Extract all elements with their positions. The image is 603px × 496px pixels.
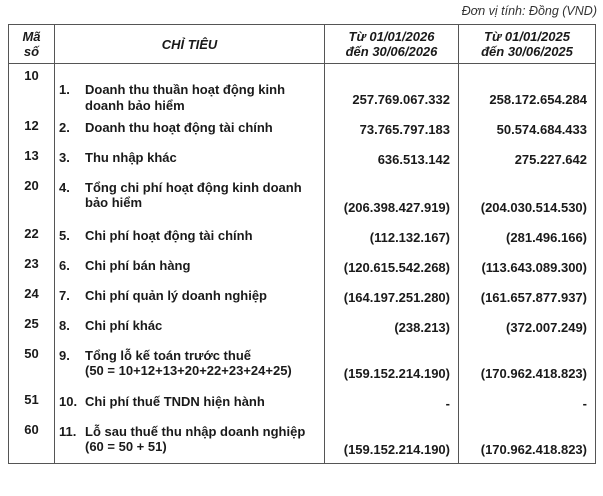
row-number: 6. <box>59 257 70 273</box>
row-value-previous: (113.643.089.300) <box>459 252 596 282</box>
row-label <box>85 258 318 274</box>
header-item: CHỈ TIÊU <box>55 25 325 64</box>
row-value-current: - <box>325 388 459 418</box>
row-code: 50 <box>9 342 55 388</box>
row-value-current: (206.398.427.919) <box>325 174 459 222</box>
row-value-current: 636.513.142 <box>325 144 459 174</box>
row-label <box>85 228 318 244</box>
row-code: 51 <box>9 388 55 418</box>
row-value-previous: 275.227.642 <box>459 144 596 174</box>
table-row <box>9 312 596 342</box>
table-row <box>9 64 596 114</box>
row-label-line: Lỗ sau thuế thu nhập doanh nghiệp <box>85 423 306 439</box>
row-label-line: Chi phí thuế TNDN hiện hành <box>85 393 265 409</box>
row-number: 4. <box>59 179 70 195</box>
header-code-line-2: số <box>23 44 40 59</box>
row-value-previous: (372.007.249) <box>459 312 596 342</box>
income-statement-table <box>8 24 596 464</box>
row-label <box>85 318 318 334</box>
header-period-previous <box>459 25 596 64</box>
row-description <box>55 388 325 418</box>
row-value-current: (164.197.251.280) <box>325 282 459 312</box>
row-label <box>85 288 318 304</box>
row-label-line: Chi phí quản lý doanh nghiệp <box>85 287 267 303</box>
header-code-line-1: Mã <box>22 29 41 44</box>
table-row <box>9 282 596 312</box>
row-label-line: (60 = 50 + 51) <box>85 439 167 454</box>
header-previous-line-2: đến 30/06/2025 <box>481 44 573 59</box>
row-number: 7. <box>59 287 70 303</box>
header-current-line-1: Từ 01/01/2026 <box>348 29 435 44</box>
row-value-previous: (161.657.877.937) <box>459 282 596 312</box>
row-description <box>55 174 325 222</box>
header-previous-line-1: Từ 01/01/2025 <box>484 29 570 44</box>
row-label <box>85 150 318 166</box>
row-label <box>85 82 318 113</box>
row-code: 25 <box>9 312 55 342</box>
row-value-previous: - <box>459 388 596 418</box>
row-value-previous: (170.962.418.823) <box>459 342 596 388</box>
row-code: 10 <box>9 64 55 114</box>
table-header-row <box>9 25 596 64</box>
row-value-previous: (281.496.166) <box>459 222 596 252</box>
row-label-line: Chi phí hoạt động tài chính <box>85 227 253 243</box>
row-value-previous: (170.962.418.823) <box>459 418 596 464</box>
row-value-previous: 258.172.654.284 <box>459 64 596 114</box>
row-label-line: doanh bảo hiểm <box>85 97 185 113</box>
row-description <box>55 64 325 114</box>
row-label-line: Tổng chi phí hoạt động kinh doanh <box>85 179 302 195</box>
row-number: 11. <box>59 423 77 439</box>
header-current-line-2: đến 30/06/2026 <box>345 44 438 59</box>
row-code: 22 <box>9 222 55 252</box>
header-code <box>9 25 55 64</box>
row-value-previous: (204.030.514.530) <box>459 174 596 222</box>
row-value-current: (112.132.167) <box>325 222 459 252</box>
row-number: 9. <box>59 347 70 363</box>
row-label <box>85 120 318 136</box>
row-number: 2. <box>59 119 70 135</box>
row-label <box>85 180 318 211</box>
table-row <box>9 144 596 174</box>
row-label-line: Chi phí bán hàng <box>85 257 191 273</box>
row-label-line: Doanh thu hoạt động tài chính <box>85 119 273 135</box>
row-label-line: Chi phí khác <box>85 317 163 333</box>
row-value-current: (120.615.542.268) <box>325 252 459 282</box>
row-number: 10. <box>59 393 78 409</box>
row-label <box>85 424 318 455</box>
row-code: 23 <box>9 252 55 282</box>
row-description <box>55 114 325 144</box>
row-number: 3. <box>59 149 70 165</box>
row-value-current: (238.213) <box>325 312 459 342</box>
row-label-line: bảo hiểm <box>85 195 143 210</box>
row-value-current: 257.769.067.332 <box>325 64 459 114</box>
table-row <box>9 388 596 418</box>
row-value-current: 73.765.797.183 <box>325 114 459 144</box>
header-period-current <box>325 25 459 64</box>
row-number: 8. <box>59 317 70 333</box>
table-body <box>9 64 596 464</box>
row-description <box>55 222 325 252</box>
table-row <box>9 174 596 222</box>
row-label <box>85 394 318 410</box>
row-description <box>55 418 325 464</box>
table-row <box>9 222 596 252</box>
table-row <box>9 114 596 144</box>
row-description <box>55 252 325 282</box>
row-description <box>55 144 325 174</box>
row-label-line: Tổng lỗ kế toán trước thuế <box>85 347 251 363</box>
row-value-current: (159.152.214.190) <box>325 342 459 388</box>
row-label-line: Thu nhập khác <box>85 149 177 165</box>
row-description <box>55 312 325 342</box>
row-code: 12 <box>9 114 55 144</box>
row-label-line: Doanh thu thuần hoạt động kinh <box>85 82 286 97</box>
row-number: 5. <box>59 227 70 243</box>
row-label <box>85 348 318 379</box>
table-row <box>9 252 596 282</box>
currency-unit-note: Đơn vị tính: Đồng (VND) <box>461 4 597 18</box>
row-code: 60 <box>9 418 55 464</box>
row-value-current: (159.152.214.190) <box>325 418 459 464</box>
row-code: 20 <box>9 174 55 222</box>
row-description <box>55 282 325 312</box>
table-row <box>9 418 596 464</box>
row-code: 13 <box>9 144 55 174</box>
row-value-previous: 50.574.684.433 <box>459 114 596 144</box>
row-label-line: (50 = 10+12+13+20+22+23+24+25) <box>85 363 292 378</box>
row-code: 24 <box>9 282 55 312</box>
table-row <box>9 342 596 388</box>
row-number: 1. <box>59 82 70 97</box>
row-description <box>55 342 325 388</box>
